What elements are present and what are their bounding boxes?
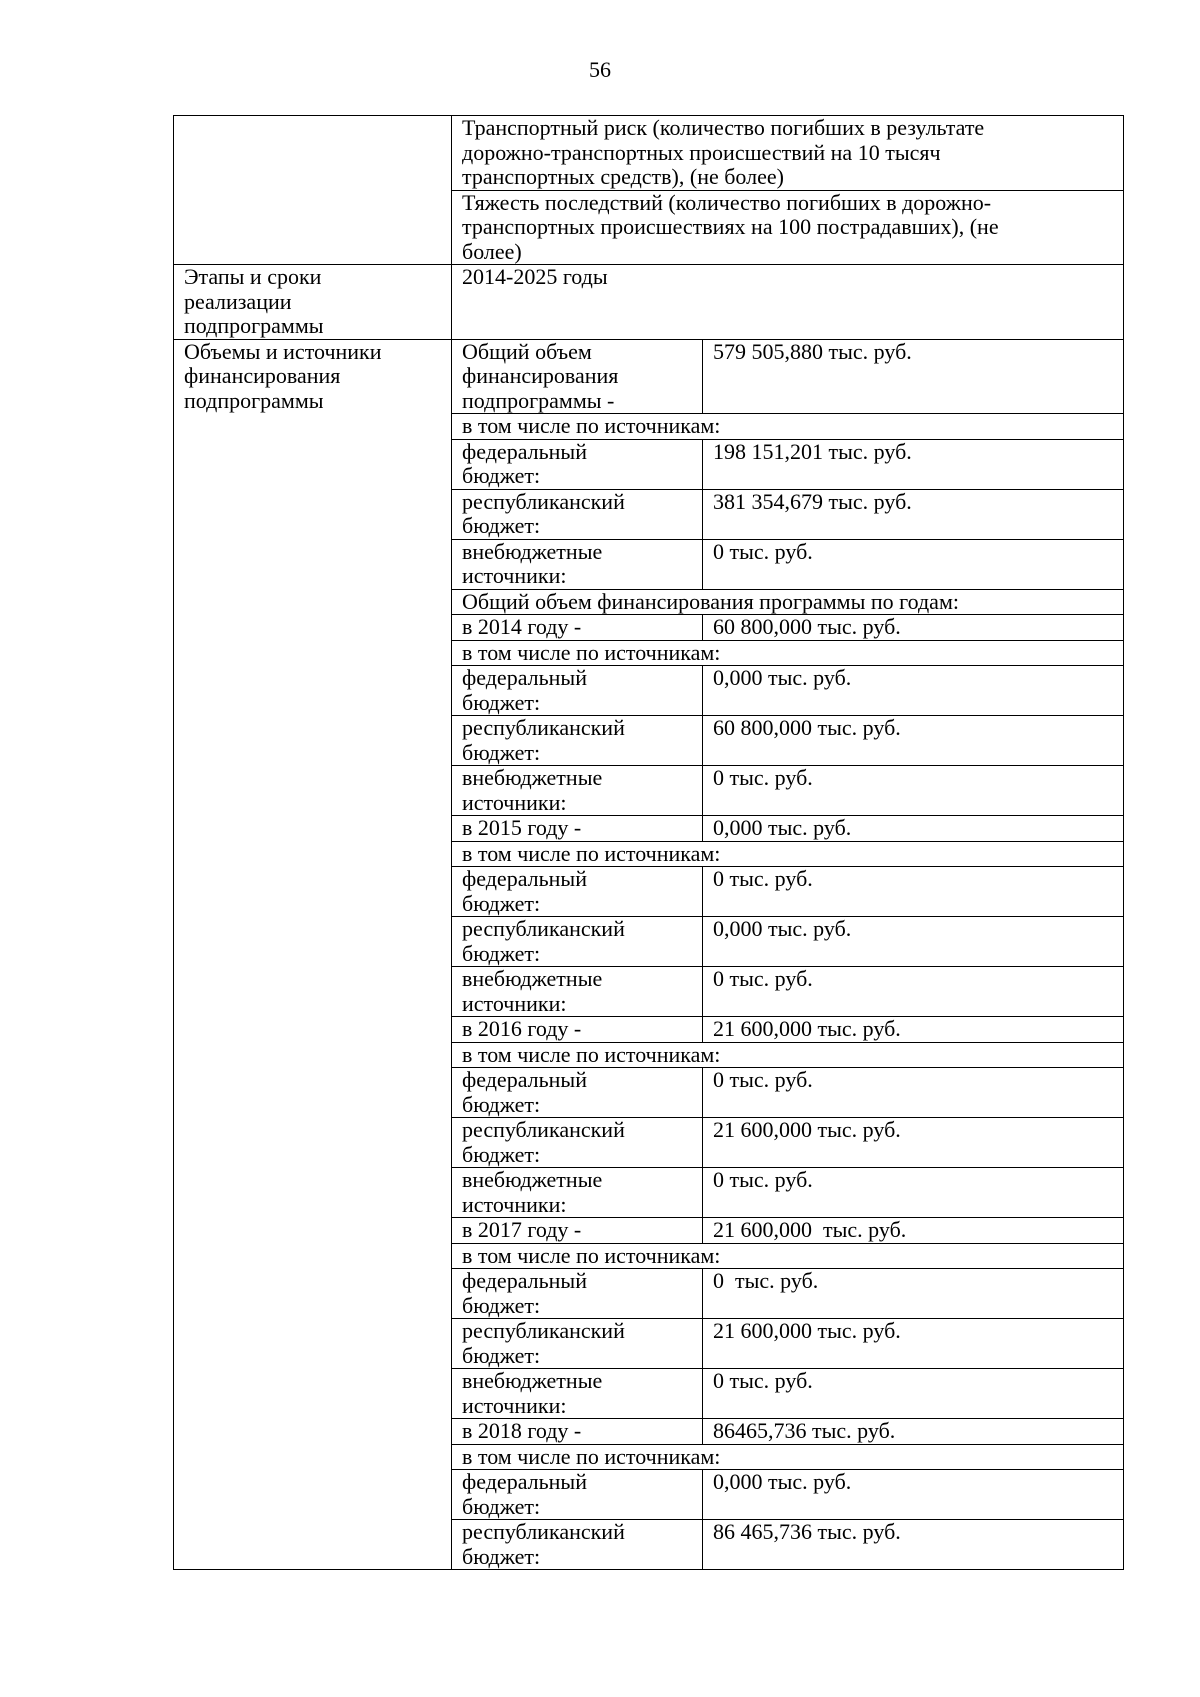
- federal-value: 0 тыс. руб.: [703, 867, 1124, 917]
- republican-label: [452, 1520, 703, 1570]
- extra-value: 0 тыс. руб.: [703, 1369, 1124, 1419]
- subprogram-passport-table: [173, 115, 1124, 1570]
- table-row: [174, 265, 1124, 340]
- table-row: [174, 339, 1124, 414]
- text-line: внебюджетные: [462, 966, 603, 991]
- text-line: республиканский: [462, 916, 625, 941]
- text-line: бюджет:: [462, 1091, 541, 1117]
- stages-label: [174, 265, 452, 340]
- republican-value: 0,000 тыс. руб.: [703, 917, 1124, 967]
- text-line: источники:: [462, 563, 567, 588]
- text-line: транспортных средств), (не более): [462, 164, 784, 189]
- text-line: бюджет:: [462, 689, 541, 715]
- text-line: федеральный: [462, 665, 587, 690]
- republican-label: [452, 489, 703, 539]
- extra-label: [452, 1369, 703, 1419]
- year-label: в 2017 году -: [452, 1218, 703, 1244]
- incl-sources: в том числе по источникам:: [452, 1243, 1124, 1269]
- text-line: источники:: [462, 990, 567, 1016]
- year-total: 0,000 тыс. руб.: [703, 816, 1124, 842]
- incl-sources: в том числе по источникам:: [452, 414, 1124, 440]
- text-line: внебюджетные: [462, 1167, 603, 1192]
- stages-value: 2014-2025 годы: [452, 265, 1124, 340]
- year-label: в 2015 году -: [452, 816, 703, 842]
- text-line: внебюджетные: [462, 539, 603, 564]
- severity-cell: [452, 190, 1124, 265]
- text-line: источники:: [462, 1392, 567, 1418]
- extra-label: [452, 1168, 703, 1218]
- funding-label: [174, 339, 452, 1570]
- republican-value: 86 465,736 тыс. руб.: [703, 1520, 1124, 1570]
- text-line: финансирования: [184, 363, 341, 388]
- total-label: [452, 339, 703, 414]
- republican-label: [452, 1319, 703, 1369]
- year-label: в 2018 году -: [452, 1419, 703, 1445]
- text-line: подпрограммы: [184, 387, 324, 413]
- by-years-header: Общий объем финансирования программы по годам:: [452, 589, 1124, 615]
- republican-label: [452, 1118, 703, 1168]
- republican-value: 381 354,679 тыс. руб.: [703, 489, 1124, 539]
- extra-label: [452, 967, 703, 1017]
- federal-value: 0,000 тыс. руб.: [703, 1470, 1124, 1520]
- text-line: федеральный: [462, 439, 587, 464]
- text-line: бюджет:: [462, 940, 541, 966]
- text-line: республиканский: [462, 715, 625, 740]
- empty-label-cell: [174, 116, 452, 265]
- text-line: бюджет:: [462, 890, 541, 916]
- page-number: 56: [589, 57, 611, 82]
- text-line: внебюджетные: [462, 1368, 603, 1393]
- text-line: республиканский: [462, 1519, 625, 1544]
- text-line: финансирования: [462, 363, 619, 388]
- text-line: Этапы и сроки: [184, 264, 322, 289]
- table-row: [174, 116, 1124, 191]
- year-total: 21 600,000 тыс. руб.: [703, 1017, 1124, 1043]
- incl-sources: в том числе по источникам:: [452, 1042, 1124, 1068]
- text-line: республиканский: [462, 489, 625, 514]
- incl-sources: в том числе по источникам:: [452, 1444, 1124, 1470]
- text-line: подпрограммы -: [462, 387, 615, 413]
- text-line: федеральный: [462, 1067, 587, 1092]
- incl-sources: в том числе по источникам:: [452, 841, 1124, 867]
- text-line: внебюджетные: [462, 765, 603, 790]
- federal-label: [452, 666, 703, 716]
- federal-label: [452, 867, 703, 917]
- text-line: бюджет:: [462, 1543, 541, 1569]
- federal-label: [452, 1470, 703, 1520]
- extra-value: 0 тыс. руб.: [703, 967, 1124, 1017]
- text-line: федеральный: [462, 1469, 587, 1494]
- text-line: республиканский: [462, 1318, 625, 1343]
- federal-label: [452, 1269, 703, 1319]
- text-line: республиканский: [462, 1117, 625, 1142]
- year-total: 60 800,000 тыс. руб.: [703, 615, 1124, 641]
- republican-label: [452, 716, 703, 766]
- extra-value: 0 тыс. руб.: [703, 539, 1124, 589]
- federal-label: [452, 439, 703, 489]
- year-label: в 2016 году -: [452, 1017, 703, 1043]
- year-label: в 2014 году -: [452, 615, 703, 641]
- text-line: транспортных происшествиях на 100 пострадавших), (не: [462, 214, 999, 239]
- text-line: бюджет:: [462, 1292, 541, 1318]
- year-total: 21 600,000 тыс. руб.: [703, 1218, 1124, 1244]
- text-line: реализации: [184, 288, 292, 314]
- federal-value: 198 151,201 тыс. руб.: [703, 439, 1124, 489]
- text-line: бюджет:: [462, 1141, 541, 1167]
- text-line: Тяжесть последствий (количество погибших в дорожно-: [462, 190, 992, 215]
- extra-value: 0 тыс. руб.: [703, 1168, 1124, 1218]
- text-line: Объемы и источники: [184, 339, 382, 364]
- total-value: 579 505,880 тыс. руб.: [703, 339, 1124, 414]
- federal-label: [452, 1068, 703, 1118]
- text-line: бюджет:: [462, 513, 541, 538]
- republican-label: [452, 917, 703, 967]
- transport-risk-cell: [452, 116, 1124, 191]
- text-line: источники:: [462, 789, 567, 815]
- year-total: 86465,736 тыс. руб.: [703, 1419, 1124, 1445]
- federal-value: 0 тыс. руб.: [703, 1068, 1124, 1118]
- extra-label: [452, 539, 703, 589]
- incl-sources: в том числе по источникам:: [452, 640, 1124, 666]
- extra-value: 0 тыс. руб.: [703, 766, 1124, 816]
- text-line: подпрограммы: [184, 313, 324, 338]
- republican-value: 21 600,000 тыс. руб.: [703, 1319, 1124, 1369]
- federal-value: 0,000 тыс. руб.: [703, 666, 1124, 716]
- text-line: бюджет:: [462, 463, 541, 488]
- text-line: бюджет:: [462, 739, 541, 765]
- text-line: источники:: [462, 1191, 567, 1217]
- text-line: федеральный: [462, 866, 587, 891]
- text-line: бюджет:: [462, 1342, 541, 1368]
- federal-value: 0 тыс. руб.: [703, 1269, 1124, 1319]
- extra-label: [452, 766, 703, 816]
- text-line: Общий объем: [462, 339, 592, 364]
- text-line: более): [462, 238, 522, 264]
- republican-value: 60 800,000 тыс. руб.: [703, 716, 1124, 766]
- text-line: дорожно-транспортных происшествий на 10 тысяч: [462, 139, 941, 165]
- text-line: бюджет:: [462, 1493, 541, 1519]
- text-line: Транспортный риск (количество погибших в результате: [462, 115, 985, 140]
- text-line: федеральный: [462, 1268, 587, 1293]
- republican-value: 21 600,000 тыс. руб.: [703, 1118, 1124, 1168]
